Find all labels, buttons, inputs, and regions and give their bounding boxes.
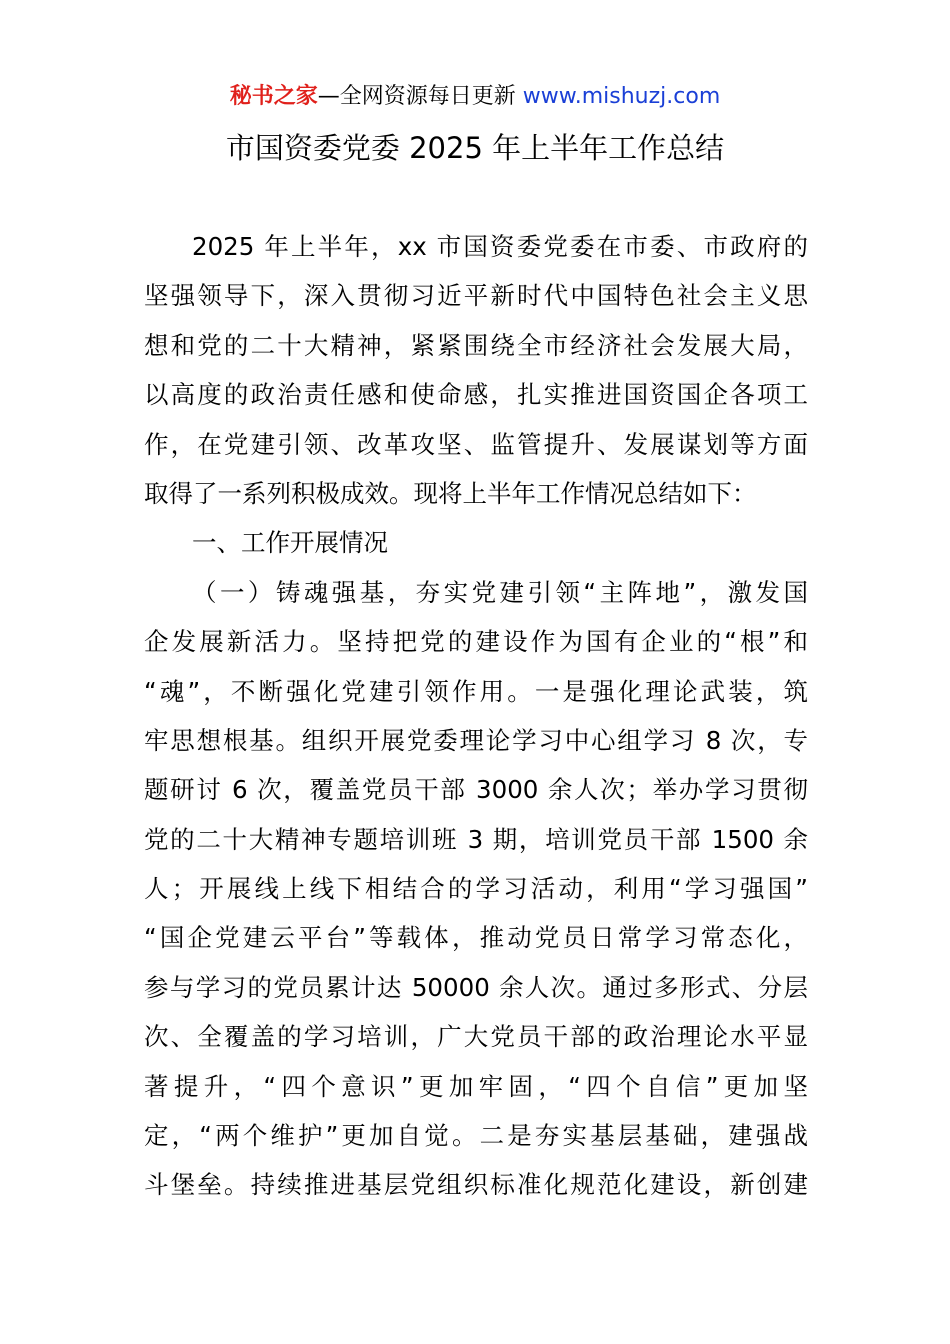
site-brand: 秘书之家 [229,84,318,109]
site-tagline: —全网资源每日更新 [317,84,516,109]
paragraph-line: 牢思想根基。组织开展党委理论学习中心组学习 8 次，专 [144,725,808,755]
paragraph-line: 坚强领导下，深入贯彻习近平新时代中国特色社会主义思 [144,281,808,311]
paragraph-line: 2025 年上半年，xx 市国资委党委在市委、市政府的 [192,232,808,261]
site-url[interactable]: www.mishuzj.com [522,84,721,109]
paragraph-line: 人；开展线上线下相结合的学习活动，利用“学习强国” [144,874,808,904]
paragraph-line: 次、全覆盖的学习培训，广大党员干部的政治理论水平显 [144,1022,808,1052]
paragraph-line: 企发展新活力。坚持把党的建设作为国有企业的“根”和 [144,627,808,657]
paragraph-line: 题研讨 6 次，覆盖党员干部 3000 余人次；举办学习贯彻 [144,775,808,805]
paragraph-line: 定，“两个维护”更加自觉。二是夯实基层基础，建强战 [144,1121,808,1151]
paragraph-line: “魂”，不断强化党建引领作用。一是强化理论武装，筑 [144,676,808,706]
paragraph-line: 取得了一系列积极成效。现将上半年工作情况总结如下： [144,478,757,508]
paragraph-line: 党的二十大精神专题培训班 3 期，培训党员干部 1500 余 [144,824,808,854]
document-title: 市国资委党委 2025 年上半年工作总结 [225,131,725,165]
paragraph-line: “国企党建云平台”等载体，推动党员日常学习常态化， [144,923,808,953]
paragraph-line: 想和党的二十大精神，紧紧围绕全市经济社会发展大局， [144,330,808,360]
paragraph-line: 作，在党建引领、改革攻坚、监管提升、发展谋划等方面 [144,429,808,459]
paragraph-line: （一）铸魂强基，夯实党建引领“主阵地”，激发国 [192,577,808,607]
paragraph-line: 以高度的政治责任感和使命感，扎实推进国资国企各项工 [144,380,808,410]
paragraph-line: 著提升，“四个意识”更加牢固，“四个自信”更加坚 [144,1071,808,1101]
section-heading: 一、工作开展情况 [192,528,388,558]
site-header [0,82,950,112]
paragraph-line: 斗堡垒。持续推进基层党组织标准化规范化建设，新创建 [144,1170,808,1200]
document-body [144,222,808,1210]
paragraph-line: 参与学习的党员累计达 50000 余人次。通过多形式、分层 [144,972,808,1002]
